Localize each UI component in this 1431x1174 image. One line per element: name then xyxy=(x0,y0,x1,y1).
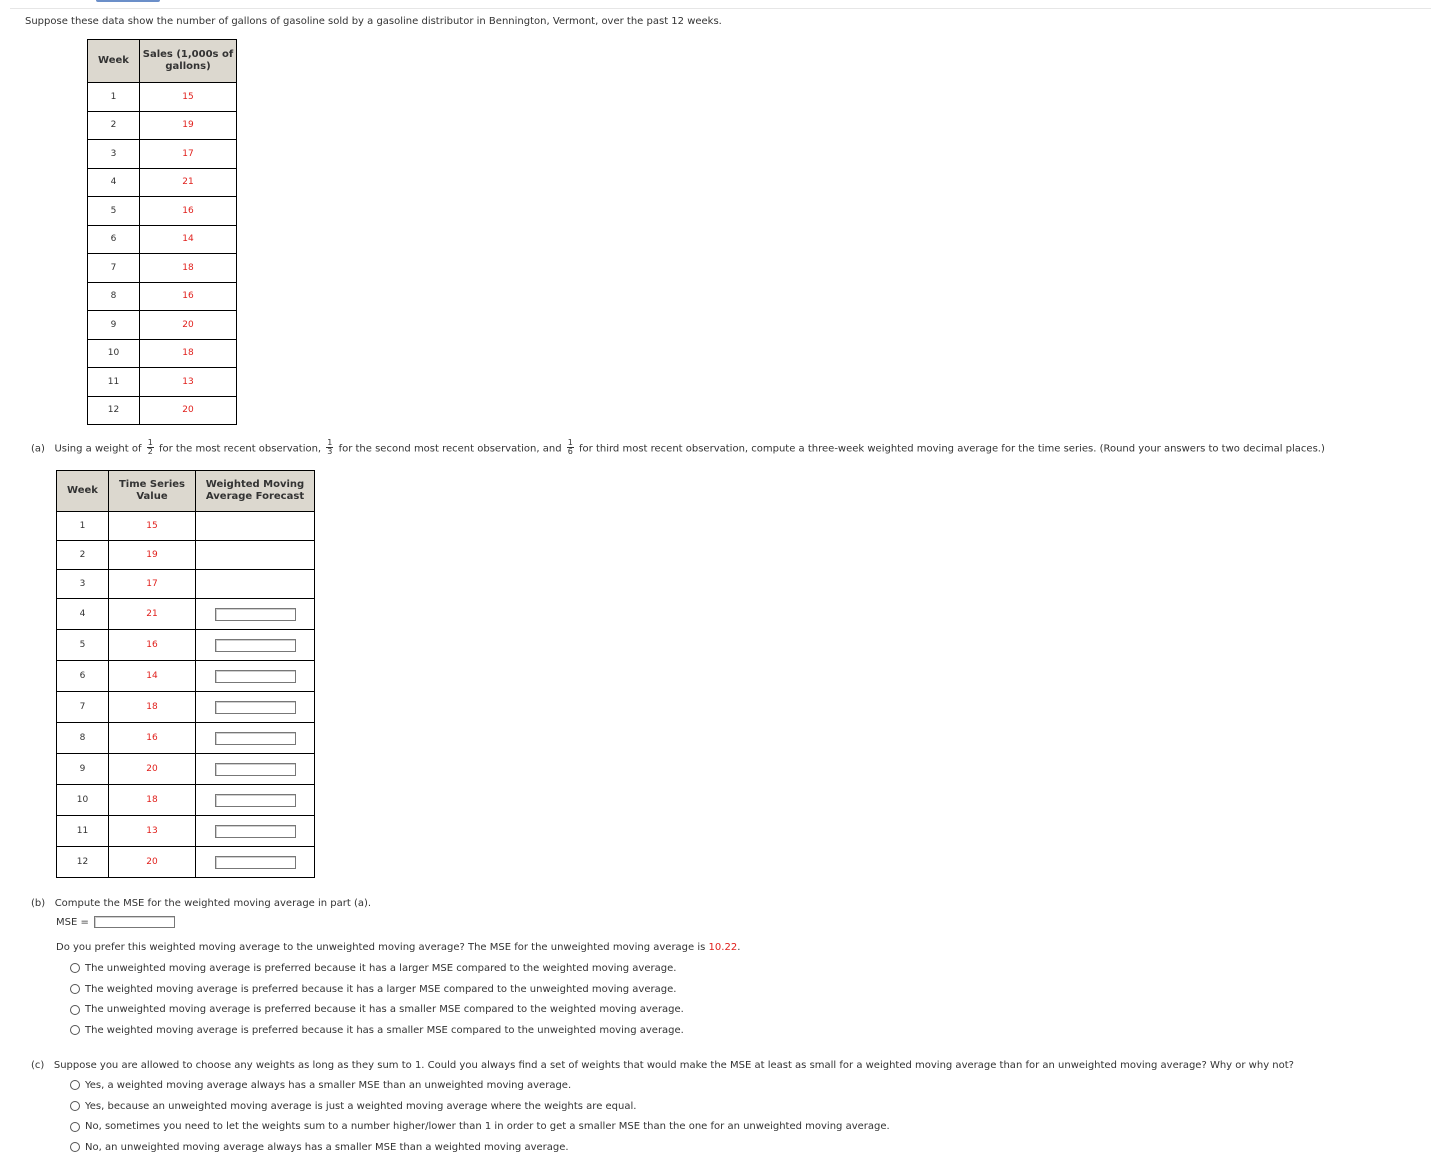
radio-button[interactable] xyxy=(70,1142,80,1152)
header-wma-forecast: Weighted Moving Average Forecast xyxy=(196,471,315,512)
forecast-input[interactable] xyxy=(215,608,296,621)
table-row xyxy=(88,197,237,226)
table-row xyxy=(57,723,315,754)
time-series-value-cell: 16 xyxy=(109,723,196,754)
header-time-series-value: Time Series Value xyxy=(109,471,196,512)
part-c-option[interactable]: Yes, a weighted moving average always has a smaller MSE than an unweighted moving average. xyxy=(70,1075,890,1096)
week-cell: 3 xyxy=(88,140,140,169)
part-c-options xyxy=(70,1075,890,1158)
radio-button[interactable] xyxy=(70,1122,80,1132)
table-row xyxy=(57,570,315,599)
time-series-value-cell: 14 xyxy=(109,661,196,692)
week-cell: 4 xyxy=(88,168,140,197)
week-cell: 12 xyxy=(88,396,140,425)
week-cell: 11 xyxy=(57,816,109,847)
part-c-option[interactable]: No, sometimes you need to let the weights sum to a number higher/lower than 1 in order to get a smaller MSE than the one for an unweighted moving average. xyxy=(70,1116,890,1137)
header-sales: Sales (1,000s of gallons) xyxy=(140,40,237,83)
forecast-cell xyxy=(196,512,315,541)
header-week: Week xyxy=(57,471,109,512)
sales-cell: 13 xyxy=(140,368,237,397)
time-series-value-cell: 19 xyxy=(109,541,196,570)
sales-cell: 16 xyxy=(140,197,237,226)
forecast-input[interactable] xyxy=(215,639,296,652)
time-series-value-cell: 20 xyxy=(109,847,196,878)
week-cell: 10 xyxy=(57,785,109,816)
week-cell: 9 xyxy=(57,754,109,785)
forecast-input[interactable] xyxy=(215,794,296,807)
table-row xyxy=(57,599,315,630)
week-cell: 10 xyxy=(88,339,140,368)
time-series-value-cell: 13 xyxy=(109,816,196,847)
mse-row xyxy=(56,916,175,928)
time-series-value-cell: 18 xyxy=(109,785,196,816)
part-a-text-3: for the second most recent observation, and xyxy=(338,443,562,455)
sales-cell: 20 xyxy=(140,311,237,340)
time-series-value-cell: 17 xyxy=(109,570,196,599)
week-cell: 9 xyxy=(88,311,140,340)
forecast-cell xyxy=(196,723,315,754)
forecast-cell xyxy=(196,692,315,723)
table-row xyxy=(57,692,315,723)
weight-one-half: $\frac{1}{2}$ xyxy=(147,438,153,456)
part-c-question xyxy=(31,1060,1294,1071)
forecast-cell xyxy=(196,816,315,847)
part-c-label: (c) xyxy=(31,1060,45,1071)
forecast-input[interactable] xyxy=(215,856,296,869)
part-c-option[interactable]: Yes, because an unweighted moving average is just a weighted moving average where the weights are equal. xyxy=(70,1096,890,1117)
forecast-cell xyxy=(196,785,315,816)
week-cell: 8 xyxy=(88,282,140,311)
forecast-input[interactable] xyxy=(215,701,296,714)
table-row xyxy=(88,225,237,254)
mse-label: MSE = xyxy=(56,916,89,928)
top-divider xyxy=(10,8,1431,9)
sales-cell: 16 xyxy=(140,282,237,311)
forecast-cell xyxy=(196,541,315,570)
week-cell: 11 xyxy=(88,368,140,397)
mse-input[interactable] xyxy=(94,916,175,928)
part-a-text-1: Using a weight of xyxy=(54,443,142,455)
time-series-value-cell: 16 xyxy=(109,630,196,661)
sales-cell: 19 xyxy=(140,111,237,140)
unweighted-mse-value: 10.22 xyxy=(708,942,738,953)
table-row xyxy=(88,311,237,340)
sales-cell: 20 xyxy=(140,396,237,425)
forecast-input[interactable] xyxy=(215,825,296,838)
part-b-option[interactable]: The unweighted moving average is preferred because it has a larger MSE compared to the weighted moving average. xyxy=(70,958,684,979)
week-cell: 3 xyxy=(57,570,109,599)
sales-cell: 15 xyxy=(140,83,237,112)
sales-cell: 17 xyxy=(140,140,237,169)
table-row xyxy=(88,368,237,397)
part-b-option[interactable]: The weighted moving average is preferred because it has a larger MSE compared to the unweighted moving average. xyxy=(70,979,684,1000)
forecast-cell xyxy=(196,661,315,692)
week-cell: 8 xyxy=(57,723,109,754)
radio-button[interactable] xyxy=(70,963,80,973)
radio-button[interactable] xyxy=(70,1005,80,1015)
table-row xyxy=(88,282,237,311)
part-a-text-4: for third most recent observation, compute a three-week weighted moving average for the time series. (Round your answers to two decimal places.) xyxy=(579,443,1325,455)
time-series-value-cell: 15 xyxy=(109,512,196,541)
table-row xyxy=(88,111,237,140)
forecast-cell xyxy=(196,599,315,630)
part-b-question xyxy=(31,898,371,909)
time-series-value-cell: 18 xyxy=(109,692,196,723)
table-row xyxy=(57,512,315,541)
part-b-text: Compute the MSE for the weighted moving average in part (a). xyxy=(54,898,372,909)
sales-cell: 14 xyxy=(140,225,237,254)
table-row xyxy=(57,630,315,661)
part-b-option[interactable]: The unweighted moving average is preferred because it has a smaller MSE compared to the weighted moving average. xyxy=(70,999,684,1020)
week-cell: 4 xyxy=(57,599,109,630)
week-cell: 2 xyxy=(88,111,140,140)
forecast-input[interactable] xyxy=(215,763,296,776)
forecast-cell xyxy=(196,630,315,661)
week-cell: 7 xyxy=(57,692,109,723)
weight-one-sixth: $\frac{1}{6}$ xyxy=(567,438,573,456)
part-b-options xyxy=(70,958,684,1041)
sales-cell: 18 xyxy=(140,339,237,368)
table-row xyxy=(88,140,237,169)
forecast-cell xyxy=(196,847,315,878)
forecast-input[interactable] xyxy=(215,732,296,745)
sales-cell: 21 xyxy=(140,168,237,197)
weighted-moving-average-table xyxy=(56,470,315,878)
table-row xyxy=(57,847,315,878)
table-row xyxy=(88,168,237,197)
week-cell: 5 xyxy=(57,630,109,661)
part-b-option[interactable]: The weighted moving average is preferred because it has a smaller MSE compared to the unweighted moving average. xyxy=(70,1020,684,1041)
header-week: Week xyxy=(88,40,140,83)
part-a-text-2: for the most recent observation, xyxy=(158,443,322,455)
preference-question: Do you prefer this weighted moving average to the unweighted moving average? The MSE for the unweighted moving average is 10.22. xyxy=(56,942,741,953)
forecast-cell xyxy=(196,570,315,599)
part-a-question xyxy=(31,440,1325,457)
week-cell: 5 xyxy=(88,197,140,226)
radio-button[interactable] xyxy=(70,984,80,994)
part-b-label: (b) xyxy=(31,898,46,909)
time-series-value-cell: 20 xyxy=(109,754,196,785)
table-row xyxy=(88,83,237,112)
table-row xyxy=(88,396,237,425)
table-row xyxy=(57,785,315,816)
sales-cell: 18 xyxy=(140,254,237,283)
table-row xyxy=(57,661,315,692)
table-row xyxy=(57,754,315,785)
week-cell: 1 xyxy=(57,512,109,541)
table-row xyxy=(88,339,237,368)
preference-text: Do you prefer this weighted moving average to the unweighted moving average? The MSE for the unweighted moving average is xyxy=(56,942,706,953)
radio-button[interactable] xyxy=(70,1080,80,1090)
week-cell: 2 xyxy=(57,541,109,570)
part-a-label: (a) xyxy=(31,443,45,455)
week-cell: 6 xyxy=(57,661,109,692)
radio-button[interactable] xyxy=(70,1101,80,1111)
forecast-input[interactable] xyxy=(215,670,296,683)
problem-intro: Suppose these data show the number of gallons of gasoline sold by a gasoline distributor in Bennington, Vermont, over the past 12 weeks. xyxy=(25,16,722,27)
weight-one-third: $\frac{1}{3}$ xyxy=(327,438,333,456)
table-row xyxy=(57,816,315,847)
table-row xyxy=(57,541,315,570)
forecast-cell xyxy=(196,754,315,785)
top-tab-indicator xyxy=(96,0,160,2)
sales-data-table xyxy=(87,39,237,425)
time-series-value-cell: 21 xyxy=(109,599,196,630)
radio-button[interactable] xyxy=(70,1025,80,1035)
week-cell: 6 xyxy=(88,225,140,254)
week-cell: 7 xyxy=(88,254,140,283)
week-cell: 1 xyxy=(88,83,140,112)
part-c-text: Suppose you are allowed to choose any weights as long as they sum to 1. Could you always find a set of weights that would make the MSE at least as small for a weighted moving average than for an unweighted moving average? Why or why not? xyxy=(53,1060,1294,1071)
table-row xyxy=(88,254,237,283)
week-cell: 12 xyxy=(57,847,109,878)
part-c-option[interactable]: No, an unweighted moving average always has a smaller MSE than a weighted moving average. xyxy=(70,1137,890,1158)
